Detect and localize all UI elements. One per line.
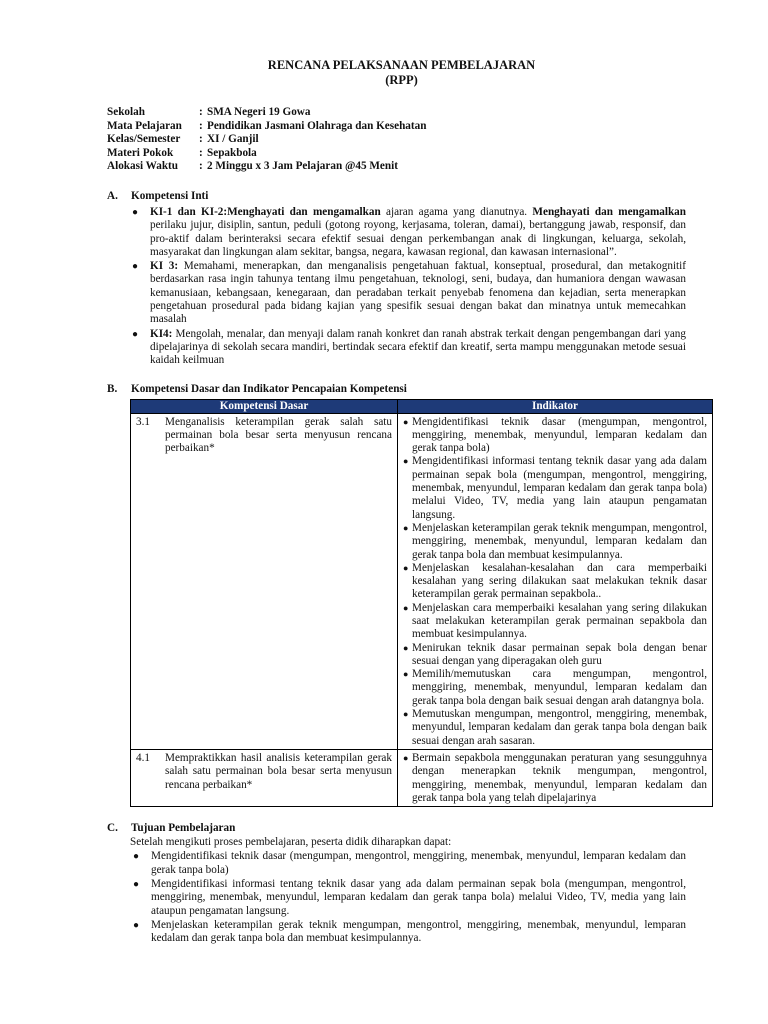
bullet-icon: ● [403, 752, 409, 763]
indicator-cell [398, 749, 713, 806]
section-c-heading [107, 821, 686, 835]
indicator-text: Mengidentifikasi teknik dasar (mengumpan, mengontrol, menggiring, menembak, menyundul, lemparan kedalam dan gerak tanpa bola) [412, 415, 707, 455]
bullet-icon: ● [403, 416, 409, 427]
section-b-heading [107, 382, 686, 396]
ki3-label: KI 3: [150, 260, 179, 273]
list-item [403, 455, 707, 521]
indicator-text: Menjelaskan keterampilan gerak teknik mengumpan, mengontrol, menggiring, menembak, menyundul, lemparan kedalam dan gerak tanpa bola dan membuat kesimpulannya. [412, 521, 707, 561]
list-item [132, 327, 686, 368]
list-item [132, 205, 687, 259]
list-item [403, 641, 707, 669]
kd-number: 3.1 [136, 415, 150, 428]
list-item [403, 751, 707, 805]
identity-key: Mata Pelajaran [107, 119, 182, 132]
bullet-icon: ● [403, 522, 409, 533]
indicator-text: Bermain sepakbola menggunakan peraturan yang sesungguhnya dengan menerapkan teknik mengumpan, mengontrol, menggiring, menembak, menyundul, lemparan kedalam dan gerak tanpa bola yang telah dipelajarinya [412, 751, 707, 804]
list-item [403, 668, 707, 708]
bullet-icon: ● [403, 456, 409, 467]
identity-separator: : [199, 133, 203, 146]
ki12-label: KI-1 dan KI-2:Menghayati dan mengamalkan [150, 205, 381, 218]
tujuan-text: Mengidentifikasi teknik dasar (mengumpan, mengontrol, menggiring, menembak, menyundul, lemparan kedalam dan gerak tanpa bola) [151, 850, 686, 876]
identity-key: Kelas/Semester [107, 133, 181, 146]
identity-row [107, 106, 686, 120]
bullet-icon: ● [132, 261, 139, 273]
column-header: Kompetensi Dasar [131, 399, 398, 413]
table-row [131, 749, 713, 806]
identity-row [107, 120, 686, 134]
kompetensi-table [130, 399, 713, 808]
list-item [133, 850, 686, 877]
bullet-icon: ● [133, 879, 140, 891]
bullet-icon: ● [403, 709, 409, 720]
kd-number: 4.1 [136, 751, 150, 764]
kompetensi-inti-list [107, 206, 686, 368]
identity-value: Sepakbola [207, 146, 257, 159]
kd-cell [131, 749, 398, 806]
list-item [403, 601, 707, 642]
ki4-label: KI4: [150, 327, 173, 340]
table-header-row [131, 399, 713, 413]
list-item [133, 918, 686, 946]
section-letter: C. [107, 822, 118, 835]
indicator-text: Menjelaskan cara memperbaiki kesalahan yang sering dilakukan saat melakukan keterampilan gerak permainan sepakbola dan membuat kesimpulannya. [412, 601, 707, 641]
identity-separator: : [199, 119, 203, 132]
identity-separator: : [199, 160, 203, 173]
identity-block [107, 106, 686, 174]
identity-row [107, 147, 686, 161]
identity-row [107, 133, 686, 147]
bullet-icon: ● [132, 206, 139, 218]
identity-key: Materi Pokok [107, 146, 174, 159]
identity-separator: : [199, 106, 203, 118]
bullet-icon: ● [403, 669, 409, 680]
kd-text: Mempraktikkan hasil analisis keterampilan gerak salah satu permainan bola besar serta menyusun rencana perbaikan* [165, 751, 392, 791]
section-title: Kompetensi Inti [131, 189, 209, 202]
bullet-icon: ● [133, 851, 140, 863]
list-item [403, 708, 707, 748]
ki12-text: perilaku jujur, disiplin, santun, peduli (gotong royong, kerjasama, toleran, damai), bertanggung jawab, responsif, dan pro-aktif dalam berinteraksi secara efektif sesuai dengan perkembangan anak di lingkungan, keluarga, sekolah, masyarakat dan lingkungan alam sekitar, bangsa, negara, kawasan regional, dan kawasan internasional”. [150, 219, 686, 258]
bullet-icon: ● [403, 642, 409, 653]
title-line-1: RENCANA PELAKSANAAN PEMBELAJARAN [267, 58, 536, 72]
identity-key: Alokasi Waktu [107, 160, 178, 173]
ki12-text: ajaran agama yang dianutnya. [380, 205, 533, 218]
indicator-text: Memilih/memutuskan cara mengumpan, mengontrol, menggiring, menembak, menyundul, lemparan kedalam dan gerak tanpa bola dengan baik sesuai dengan arah datangnya bola. [412, 668, 707, 707]
ki12-emphasis: Menghayati dan mengamalkan [532, 205, 687, 218]
kd-cell [131, 413, 398, 749]
section-title: Kompetensi Dasar dan Indikator Pencapaian Kompetensi [131, 382, 407, 395]
indicator-list [403, 416, 707, 748]
document-title [107, 58, 696, 88]
identity-separator: : [199, 146, 203, 159]
identity-key: Sekolah [107, 106, 145, 118]
identity-row [107, 160, 686, 174]
indicator-text: Memutuskan mengumpan, mengontrol, menggiring, menembak, menyundul, lemparan kedalam dan gerak tanpa bola dengan baik sesuai dengan arah sasaran. [412, 708, 707, 747]
column-header: Indikator [398, 399, 713, 413]
section-title: Tujuan Pembelajaran [131, 822, 236, 835]
bullet-icon: ● [132, 328, 139, 340]
list-item [403, 415, 707, 456]
tujuan-intro: Setelah mengikuti proses pembelajaran, peserta didik diharapkan dapat: [130, 836, 452, 849]
table-row [131, 413, 713, 749]
identity-value: SMA Negeri 19 Gowa [207, 106, 311, 118]
tujuan-list [107, 850, 686, 945]
indicator-cell [398, 413, 713, 749]
bullet-icon: ● [403, 602, 409, 613]
list-item [133, 878, 686, 918]
indicator-text: Menjelaskan kesalahan-kesalahan dan cara memperbaiki kesalahan yang sering dilakukan saat melakukan teknik dasar keterampilan gerak permainan sepakbola.. [412, 561, 707, 601]
ki4-text: Mengolah, menalar, dan menyaji dalam ranah konkret dan ranah abstrak terkait dengan pengembangan dari yang dipelajarinya di sekolah secara mandiri, bertindak secara efektif dan kreatif, serta mampu menggunakan metode sesuai kaidah keilmuan [150, 327, 686, 367]
ki3-text: Memahami, menerapkan, dan menganalisis pengetahuan faktual, konseptual, prosedural, dan metakognitif berdasarkan rasa ingin tahunya tentang ilmu pengetahuan, teknologi, seni, budaya, dan humaniora dengan wawasan kemanusiaan, kebangsaan, kenegaraan, dan peradaban terkait penyebab fenomena dan kejadian, serta menerapkan pengetahuan prosedural pada bidang kajian yang spesifik sesuai dengan bakat dan minatnya untuk memecahkan masalah [150, 260, 686, 326]
list-item [403, 521, 707, 562]
title-line-2: (RPP) [385, 73, 418, 87]
identity-value: 2 Minggu x 3 Jam Pelajaran @45 Menit [207, 160, 398, 173]
section-letter: B. [107, 382, 118, 395]
tujuan-text: Menjelaskan keterampilan gerak teknik mengumpan, mengontrol, menggiring, menembak, menyundul, lemparan kedalam dan gerak tanpa bola dan membuat kesimpulannya. [151, 918, 686, 945]
identity-value: Pendidikan Jasmani Olahraga dan Kesehatan [207, 119, 427, 132]
indicator-text: Mengidentifikasi informasi tentang teknik dasar yang ada dalam permainan sepak bola (mengumpan, mengontrol, menggiring, menembak, menyundul, lemparan kedalam dan gerak tanpa bola) melalui Video, TV, media yang lain ataupun pengamatan langsung. [412, 455, 707, 521]
indicator-list [403, 752, 707, 805]
list-item [132, 260, 686, 326]
section-a-heading [107, 189, 686, 203]
bullet-icon: ● [403, 562, 409, 573]
section-letter: A. [107, 189, 118, 202]
indicator-text: Menirukan teknik dasar permainan sepak bola dengan benar sesuai dengan yang diperagakan oleh guru [412, 641, 707, 667]
list-item [403, 561, 707, 602]
tujuan-text: Mengidentifikasi informasi tentang teknik dasar yang ada dalam permainan sepak bola (mengumpan, mengontrol, menggiring, menembak, menyundul, lemparan kedalam dan gerak tanpa bola) melalui Video, TV, media yang lain ataupun pengamatan langsung. [151, 878, 686, 917]
identity-value: XI / Ganjil [207, 133, 259, 146]
bullet-icon: ● [133, 919, 140, 931]
kd-text: Menganalisis keterampilan gerak salah satu permainan bola besar serta menyusun rencana perbaikan* [165, 415, 392, 455]
